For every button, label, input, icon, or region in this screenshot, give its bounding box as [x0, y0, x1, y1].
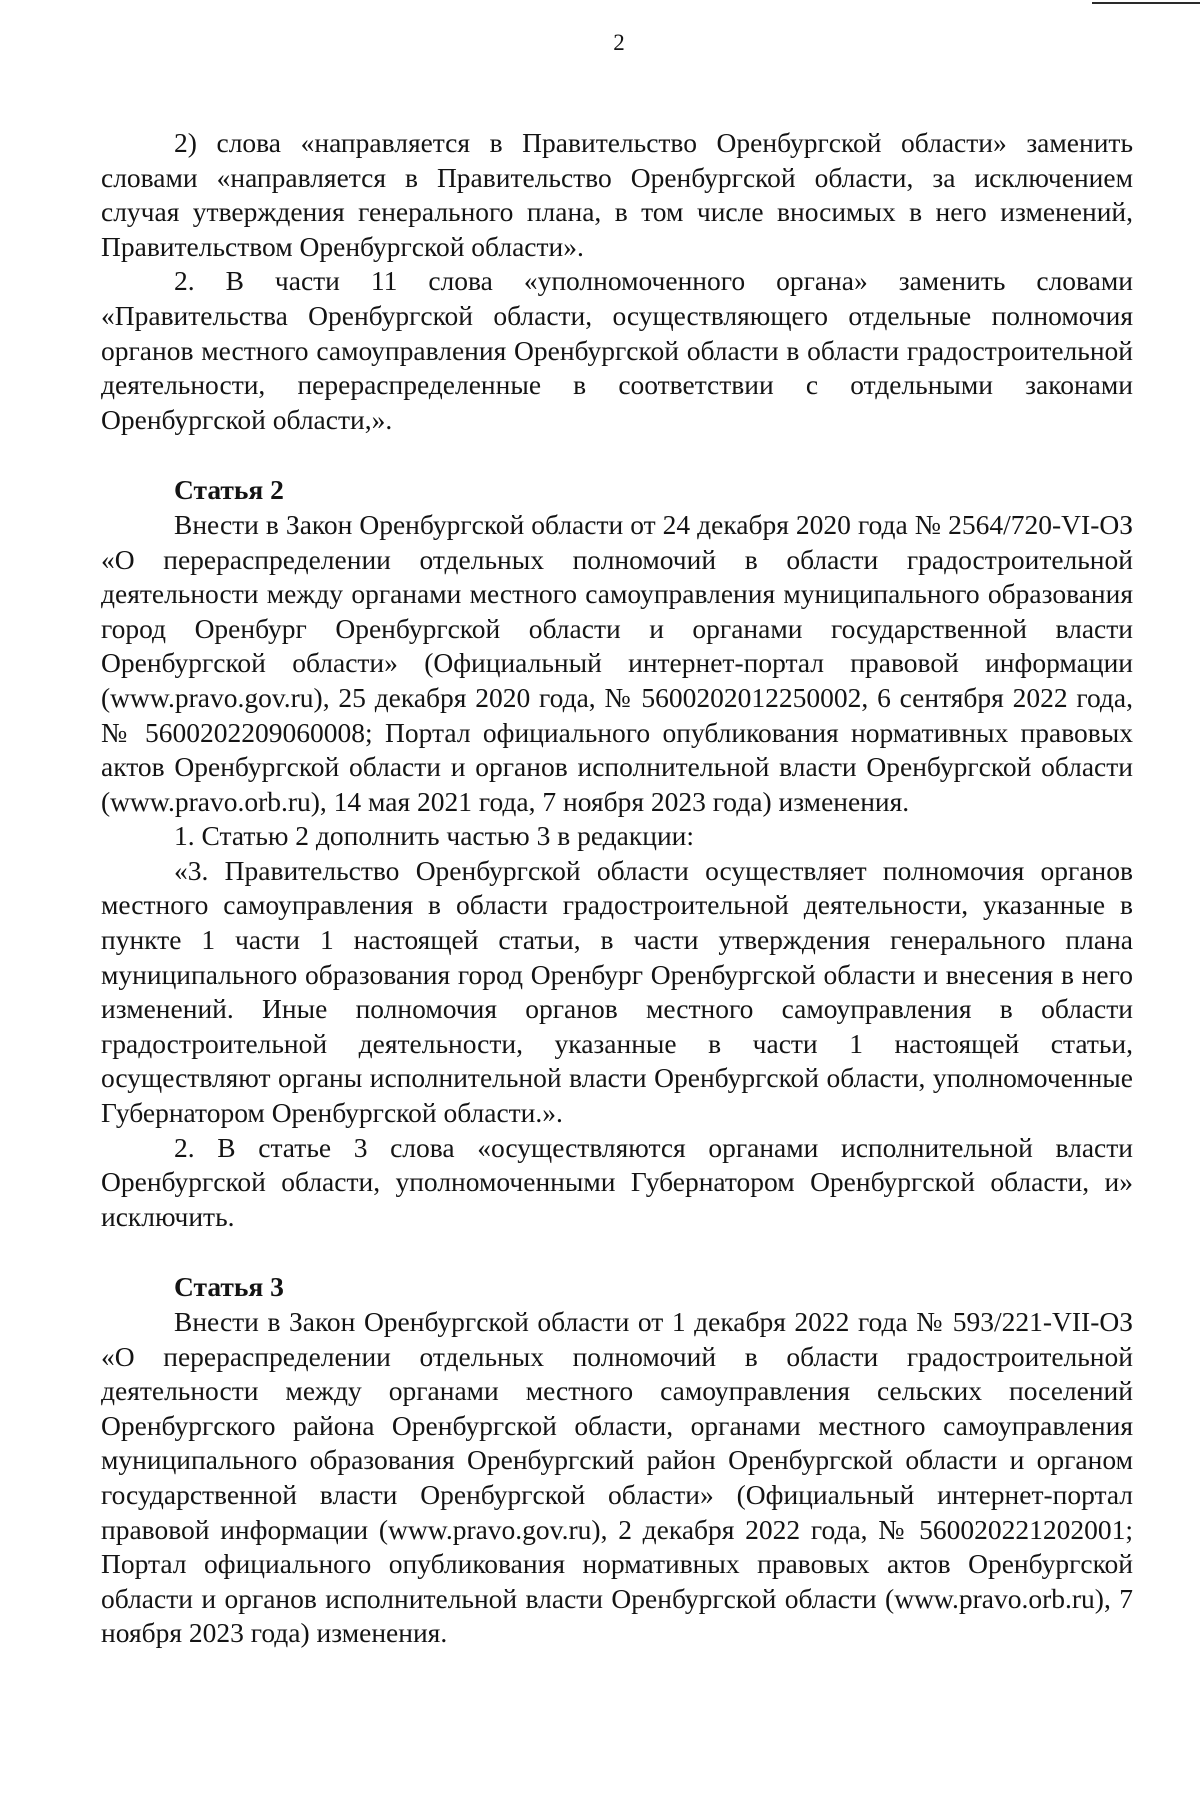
- paragraph-part-11: 2. В части 11 слова «уполномоченного органа» заменить словами «Правительства Оренбургской области, осуществляющего отдельные полномочия органов местного самоуправления Оренбургской области в области градостроительной деятельности, перераспределенные в соответствии с отдельными законами Оренбургской области,».: [101, 265, 1133, 435]
- article-2-quoted-part-3: «3. Правительство Оренбургской области осуществляет полномочия органов местного самоуправления в области градостроительной деятельности, указанные в пункте 1 части 1 настоящей статьи, в части утверждения генерального плана муниципального образования город Оренбург Оренбургской области и внесения в него изменений. Иные полномочия органов местного самоуправления в области градостроительной деятельности, указанные в части 1 настоящей статьи, осуществляют органы исполнительной власти Оренбургской области, уполномоченные Губернатором Оренбургской области.».: [101, 854, 1133, 1129]
- article-2-point-1: 1. Статью 2 дополнить частью 3 в редакции:: [174, 820, 695, 852]
- article-2-point-2: 2. В статье 3 слова «осуществляются органами исполнительной власти Оренбургской области, уполномоченными Губернатором Оренбургской области, и» исключить.: [101, 1131, 1133, 1232]
- article-3-heading: Статья 3: [174, 1271, 284, 1303]
- article-2-heading: Статья 2: [174, 474, 284, 506]
- paragraph-item-2: 2) слова «направляется в Правительство Оренбургской области» заменить словами «направляется в Правительство Оренбургской области, за исключением случая утверждения генерального плана, в том числе вносимых в него изменений, Правительством Оренбургской области».: [101, 127, 1133, 262]
- page-number: 2: [613, 30, 625, 55]
- article-2-intro: Внести в Закон Оренбургской области от 24 декабря 2020 года № 2564/720-VI-ОЗ «О перераспределении отдельных полномочий в области градостроительной деятельности между органами местного самоуправления муниципального образования город Оренбург Оренбургской области и органами государственной власти Оренбургской области» (Официальный интернет-портал правовой информации (www.pravo.gov.ru), 25 декабря 2020 года, № 5600202012250002, 6 сентября 2022 года, № 5600202209060008; Портал официального опубликования нормативных правовых актов Оренбургской области и органов исполнительной власти Оренбургской области (www.pravo.orb.ru), 14 мая 2021 года, 7 ноября 2023 года) изменения.: [101, 508, 1133, 817]
- article-3-intro: Внести в Закон Оренбургской области от 1 декабря 2022 года № 593/221-VII-ОЗ «О перераспределении отдельных полномочий в области градостроительной деятельности между органами местного самоуправления сельских поселений Оренбургского района Оренбургской области, органами местного самоуправления муниципального образования Оренбургский район Оренбургской области и органом государственной власти Оренбургской области» (Официальный интернет-портал правовой информации (www.pravo.gov.ru), 2 декабря 2022 года, № 560020221202001; Портал официального опубликования нормативных правовых актов Оренбургской области и органов исполнительной власти Оренбургской области (www.pravo.orb.ru), 7 ноября 2023 года) изменения.: [101, 1306, 1133, 1649]
- document-body: [101, 126, 1133, 1651]
- scan-edge-line: [1092, 2, 1200, 4]
